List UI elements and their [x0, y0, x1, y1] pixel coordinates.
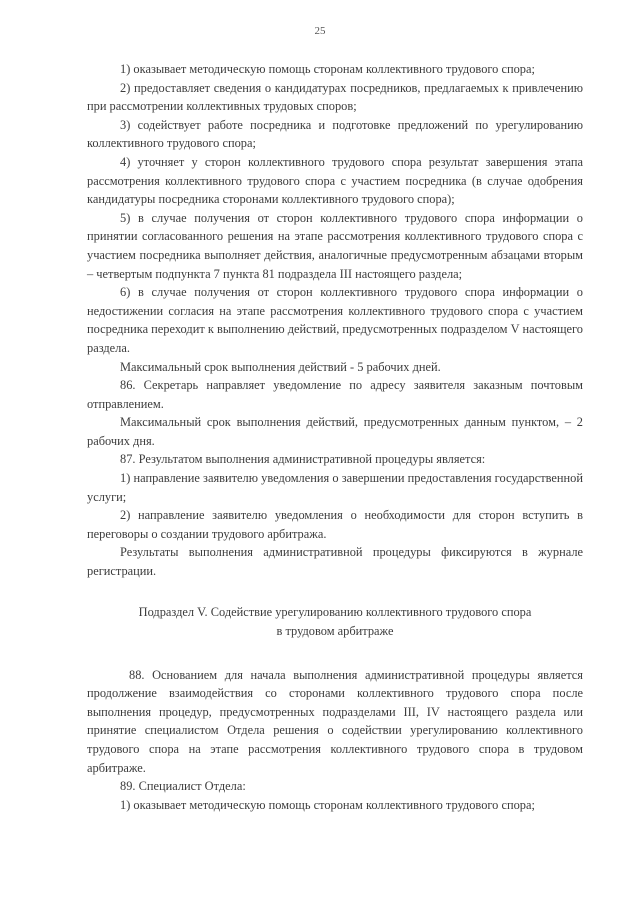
paragraph: 1) оказывает методическую помощь сторонам коллективного трудового спора; [120, 62, 535, 76]
paragraph: 3) содействует работе посредника и подготовке предложений по урегулированию коллективного трудового спора; [87, 117, 583, 151]
subsection-heading-line: в трудовом арбитраже [276, 623, 394, 638]
paragraph: 1) оказывает методическую помощь сторонам коллективного трудового спора; [120, 797, 535, 812]
paragraph: 87. Результатом выполнения административной процедуры является: [120, 452, 486, 467]
paragraph: 4) уточняет у сторон коллективного трудового спора результат завершения этапа рассмотрения коллективного трудового спора с участием посредника (в случае одобрения кандидатуры посредника сторонами коллективного трудового спора); [87, 154, 583, 207]
paragraph: 5) в случае получения от сторон коллективного трудового спора информации о принятии согласованного решения на этапе рассмотрения коллективного трудового спора с участием посредника выполняет действия, аналогичные предусмотренным абзацами вторым – четвертым подпункта 7 пункта 81 подраздела III настоящего раздела; [87, 210, 583, 281]
paragraph: Результаты выполнения административной процедуры фиксируются в журнале регистрации. [87, 545, 583, 579]
paragraph: Максимальный срок выполнения действий - 5 рабочих дней. [120, 359, 441, 374]
page-number: 25 [314, 25, 326, 37]
paragraph: 89. Специалист Отдела: [120, 779, 246, 794]
subsection-heading [87, 603, 583, 641]
paragraph: 2) предоставляет сведения о кандидатурах посредников, предлагаемых к привлечению при рассмотрении коллективных трудовых споров; [87, 80, 583, 114]
paragraph: 6) в случае получения от сторон коллективного трудового спора информации о недостижении согласия на этапе рассмотрения коллективного трудового спора с участием посредника переходит к выполнению действий, предусмотренных подразделом V настоящего раздела. [87, 285, 583, 355]
subsection-heading-line: Подраздел V. Содействие урегулированию коллективного трудового спора [138, 604, 532, 619]
paragraph: Максимальный срок выполнения действий, предусмотренных данным пунктом, – 2 рабочих дня. [87, 415, 583, 448]
paragraph: 88. Основанием для начала выполнения административной процедуры является продолжение взаимодействия со сторонами коллективного трудового спора после выполнения процедур, предусмотренных подразделами III, IV настоящего раздела или принятие специалистом Отдела решения о содействии урегулированию коллективного трудового спора на этапе рассмотрения коллективного трудового спора в трудовом арбитраже. [87, 667, 583, 775]
paragraph: 86. Секретарь направляет уведомление по адресу заявителя заказным почтовым отправлением. [87, 378, 583, 411]
paragraph: 1) направление заявителю уведомления о завершении предоставления государственной услуги; [87, 471, 583, 504]
paragraph: 2) направление заявителю уведомления о необходимости для сторон вступить в переговоры о создании трудового арбитража. [87, 508, 583, 541]
document-body [87, 60, 583, 814]
